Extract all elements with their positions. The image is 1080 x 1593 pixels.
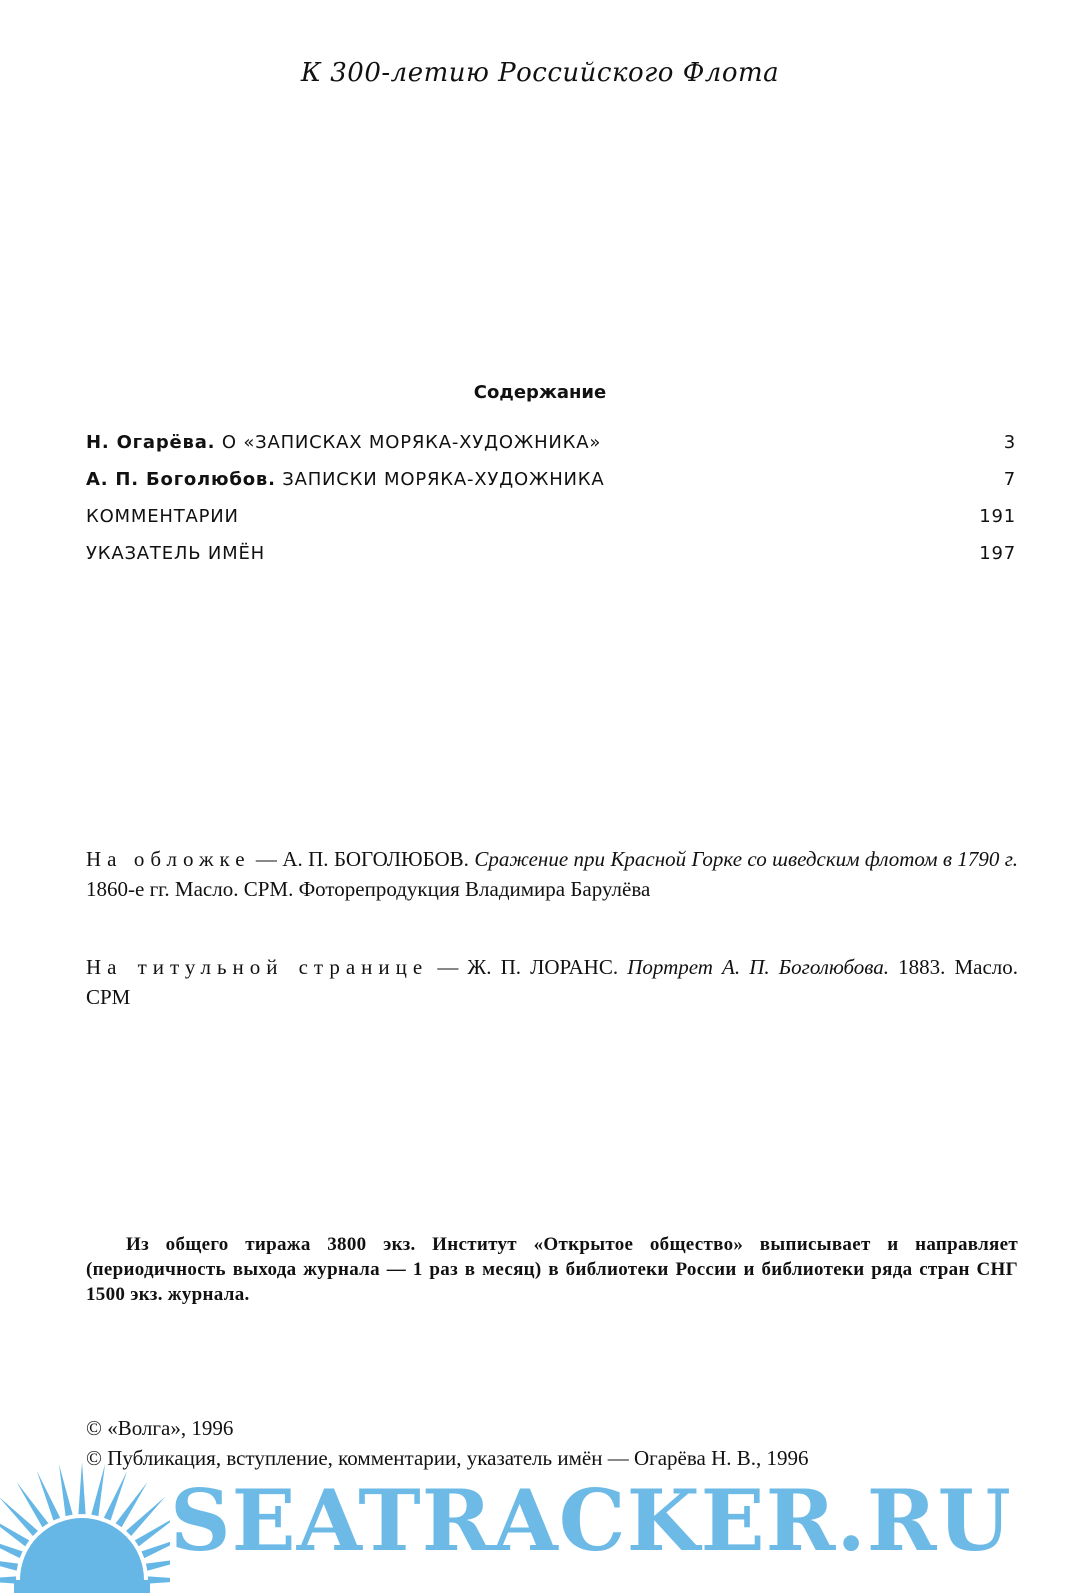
toc-entry-author: Н. Огарёва. <box>86 432 216 453</box>
caption-artist: Ж. П. ЛОРАНС. <box>467 955 628 979</box>
circulation-note: Из общего тиража 3800 экз. Институт «Открытое общество» выписывает и направляет (периодичность выхода журнала — 1 раз в месяц) в библиотеки России и библиотеки ряда стран СНГ 1500 экз. журнала. <box>86 1234 1018 1305</box>
watermark-text: SEATRACKER.RU <box>170 1471 1012 1570</box>
toc-entry-text <box>86 506 239 527</box>
toc-title: Содержание <box>473 382 607 403</box>
toc-entry-text <box>86 469 605 490</box>
sun-icon <box>0 1440 170 1593</box>
cover-caption <box>86 844 1018 904</box>
caption-lead: На титульной странице <box>86 955 429 979</box>
sun-ray <box>146 1557 170 1571</box>
copyright-line: © Публикация, вступление, комментарии, указатель имён — Огарёва Н. В., 1996 <box>86 1446 809 1470</box>
sun-ray <box>0 1514 29 1546</box>
toc-entry-title: УКАЗАТЕЛЬ ИМЁН <box>86 543 265 564</box>
toc-entry-page: 191 <box>979 506 1016 527</box>
toc-entry-page: 197 <box>979 543 1016 564</box>
toc-entry-title: ЗАПИСКИ МОРЯКА-ХУДОЖНИКА <box>282 469 605 490</box>
toc-entry-page: 7 <box>1003 469 1016 490</box>
toc-entry-text <box>86 543 265 564</box>
toc-entry <box>86 469 1016 506</box>
toc-entry <box>86 543 1016 580</box>
copyright-line: © «Волга», 1996 <box>86 1416 234 1440</box>
caption-work: Сражение при Красной Горке со шведским флотом в 1790 г. <box>474 847 1018 871</box>
sun-ray <box>91 1464 105 1516</box>
caption-details: 1860-е гг. Масло. СРМ. Фоторепродукция Владимира Барулёва <box>86 877 651 901</box>
sun-ray <box>59 1464 73 1516</box>
sun-ray <box>78 1462 85 1514</box>
title-page-caption <box>86 952 1018 1012</box>
toc-entry-author: А. П. Боголюбов. <box>86 469 276 490</box>
dedication: К 300-летию Российского Флота <box>300 58 780 88</box>
caption-dash: — <box>250 847 283 871</box>
toc-entry <box>86 432 1016 469</box>
toc-entry-page: 3 <box>1003 432 1016 453</box>
sun-ray <box>0 1576 16 1583</box>
sun-ray <box>148 1576 170 1583</box>
toc-entry <box>86 506 1016 543</box>
caption-lead: На обложке <box>86 847 251 871</box>
toc-entry-title: КОММЕНТАРИИ <box>86 506 239 527</box>
table-of-contents <box>86 432 1016 580</box>
caption-dash: — <box>428 955 468 979</box>
watermark <box>0 1440 1080 1593</box>
caption-details: 1883. Масло. СРМ <box>86 955 1018 1009</box>
toc-entry-title: О «ЗАПИСКАХ МОРЯКА-ХУДОЖНИКА» <box>221 432 602 453</box>
caption-artist: А. П. БОГОЛЮБОВ. <box>282 847 475 871</box>
toc-entry-text <box>86 432 601 453</box>
sun-ray <box>0 1557 18 1571</box>
caption-work: Портрет А. П. Боголюбова. <box>627 955 889 979</box>
